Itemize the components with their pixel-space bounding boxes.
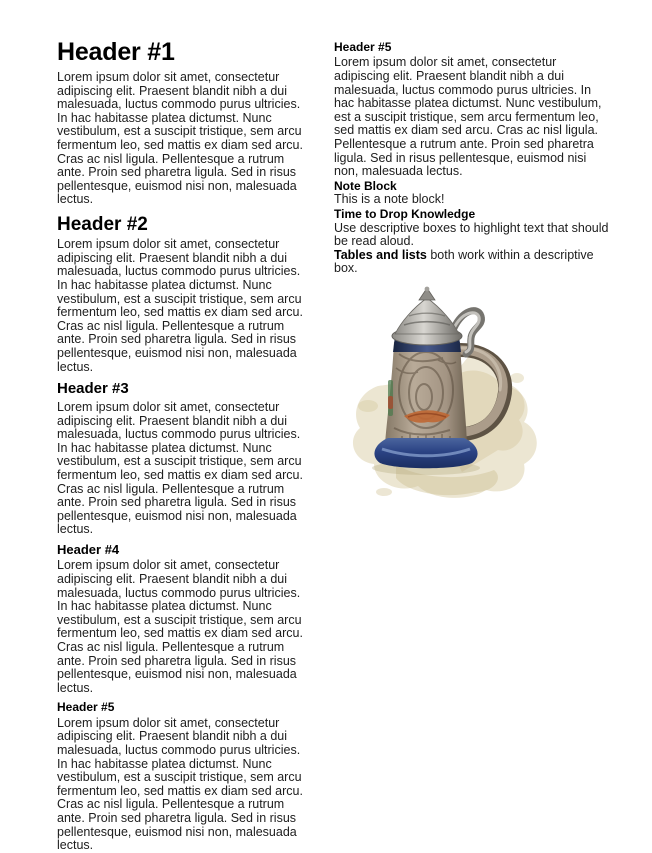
body-paragraph: Lorem ipsum dolor sit amet, consectetur adipiscing elit. Praesent blandit nibh a dui malesuada, luctus commodo purus ultricies. In hac habitasse platea dictumst. Nunc vestibulum, est a suscipit tristique, sem arcu fermentum leo, sed mattis ex diam sed arcu. Cras ac nisl ligula. Pellentesque a rutrum ante. Proin sed pharetra ligula. Sed in risus pellentesque, euismod nisi non, malesuada lectus. [57,70,303,207]
right-column [334,38,610,844]
left-column [57,38,310,853]
knowledge-label: Time to Drop Knowledge [334,206,476,221]
body-paragraph: Lorem ipsum dolor sit amet, consectetur adipiscing elit. Praesent blandit nibh a dui malesuada, luctus commodo purus ultricies. In hac habitasse platea dictumst. Nunc vestibulum, est a suscipit tristique, sem arcu fermentum leo, sed mattis ex diam sed arcu. Cras ac nisl ligula. Pellentesque a rutrum ante. Proin sed pharetra ligula. Sed in risus pellentesque, euismod nisi non, malesuada lectus. [57,237,303,374]
knowledge-text: Use descriptive boxes to highlight text that should be read aloud. [334,220,609,249]
body-paragraph: Lorem ipsum dolor sit amet, consectetur adipiscing elit. Praesent blandit nibh a dui malesuada, luctus commodo purus ultricies. In hac habitasse platea dictumst. Nunc vestibulum, est a suscipit tristique, sem arcu fermentum leo, sed mattis ex diam sed arcu. Cras ac nisl ligula. Pellentesque a rutrum ante. Proin sed pharetra ligula. Sed in risus pellentesque, euismod nisi non, malesuada lectus. [334,55,602,179]
tables-lists-line [334,249,610,276]
section-heading-1: Header #1 [57,38,175,66]
section-heading-3: Header #3 [57,380,129,398]
section-heading-4: Header #4 [57,541,120,557]
section-heading-2: Header #2 [57,213,148,235]
stein-body [385,342,467,444]
beer-stein-illustration [344,286,610,506]
section-heading-5: Header #5 [57,700,115,715]
body-paragraph: Lorem ipsum dolor sit amet, consectetur adipiscing elit. Praesent blandit nibh a dui malesuada, luctus commodo purus ultricies. In hac habitasse platea dictumst. Nunc vestibulum, est a suscipit tristique, sem arcu fermentum leo, sed mattis ex diam sed arcu. Cras ac nisl ligula. Pellentesque a rutrum ante. Proin sed pharetra ligula. Sed in risus pellentesque, euismod nisi non, malesuada lectus. [57,558,303,695]
stein-lid [392,287,462,345]
tables-lists-rest: both work within a descriptive box. [334,247,594,276]
note-block-label: Note Block [334,178,397,193]
section-heading-5-right: Header #5 [334,40,392,54]
tables-lists-bold: Tables and lists [334,247,427,262]
body-paragraph: Lorem ipsum dolor sit amet, consectetur adipiscing elit. Praesent blandit nibh a dui malesuada, luctus commodo purus ultricies. In hac habitasse platea dictumst. Nunc vestibulum, est a suscipit tristique, sem arcu fermentum leo, sed mattis ex diam sed arcu. Cras ac nisl ligula. Pellentesque a rutrum ante. Proin sed pharetra ligula. Sed in risus pellentesque, euismod nisi non, malesuada lectus. [57,399,303,537]
note-block-text: This is a note block! [334,192,445,207]
beer-stein-svg [344,286,544,506]
stein-base [372,438,480,475]
body-paragraph: Lorem ipsum dolor sit amet, consectetur adipiscing elit. Praesent blandit nibh a dui malesuada, luctus commodo purus ultricies. In hac habitasse platea dictumst. Nunc vestibulum, est a suscipit tristique, sem arcu fermentum leo, sed mattis ex diam sed arcu. Cras ac nisl ligula. Pellentesque a rutrum ante. Proin sed pharetra ligula. Sed in risus pellentesque, euismod nisi non, malesuada lectus. [57,715,303,853]
